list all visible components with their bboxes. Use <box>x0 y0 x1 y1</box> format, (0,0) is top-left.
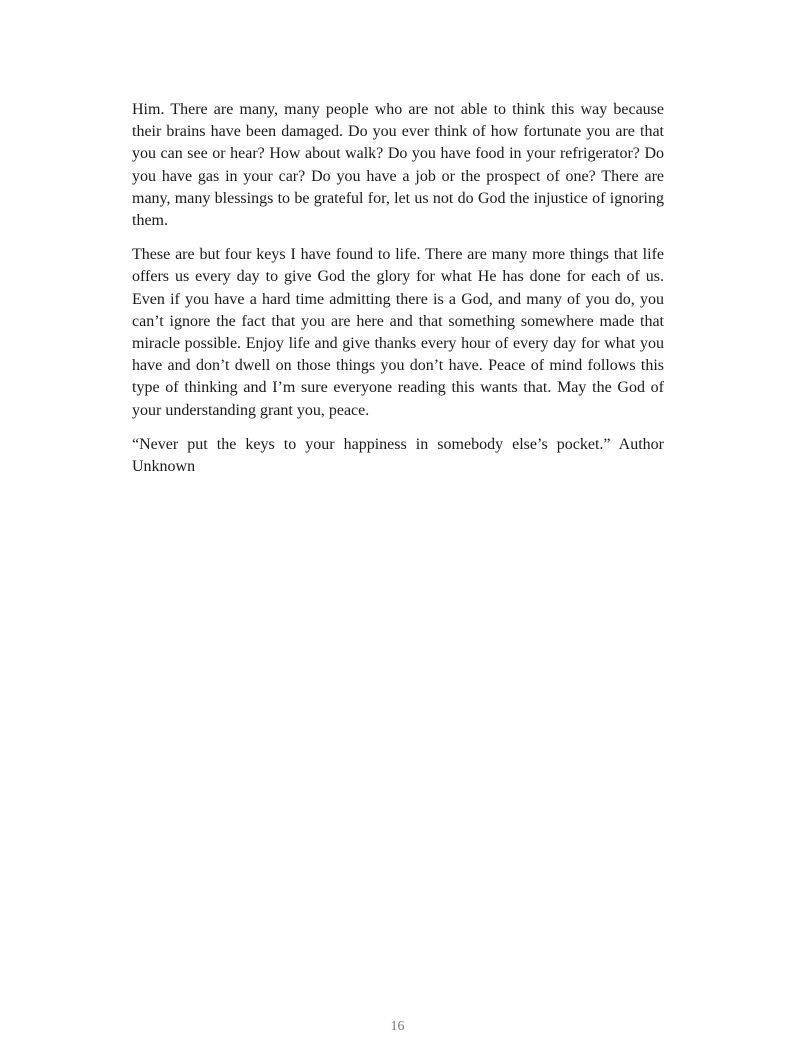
body-text <box>132 99 664 490</box>
paragraph-blessings: Him. There are many, many people who are not able to think this way because their brains have been damaged. Do you ever think of how fortunate you are that you can see or hear? How about walk? Do you have food in your refrigerator? Do you have gas in your car? Do you have a job or the prospect of one? There are many, many blessings to be grateful for, let us not do God the injustice of ignoring them. <box>132 101 664 230</box>
paragraph-four-keys: These are but four keys I have found to life. There are many more things that life offers us every day to give God the glory for what He has done for each of us. Even if you have a hard time admitting there is a God, and many of you do, you can’t ignore the fact that you are here and that something somewhere made that miracle possible. Enjoy life and give thanks every hour of every day for what you have and don’t dwell on those things you don’t have. Peace of mind follows this type of thinking and I’m sure everyone reading this wants that. May the God of your understanding grant you, peace. <box>132 246 664 419</box>
closing-quote: “Never put the keys to your happiness in somebody else’s pocket.” Author Unknown <box>132 435 664 476</box>
page-number: 16 <box>390 1019 405 1034</box>
